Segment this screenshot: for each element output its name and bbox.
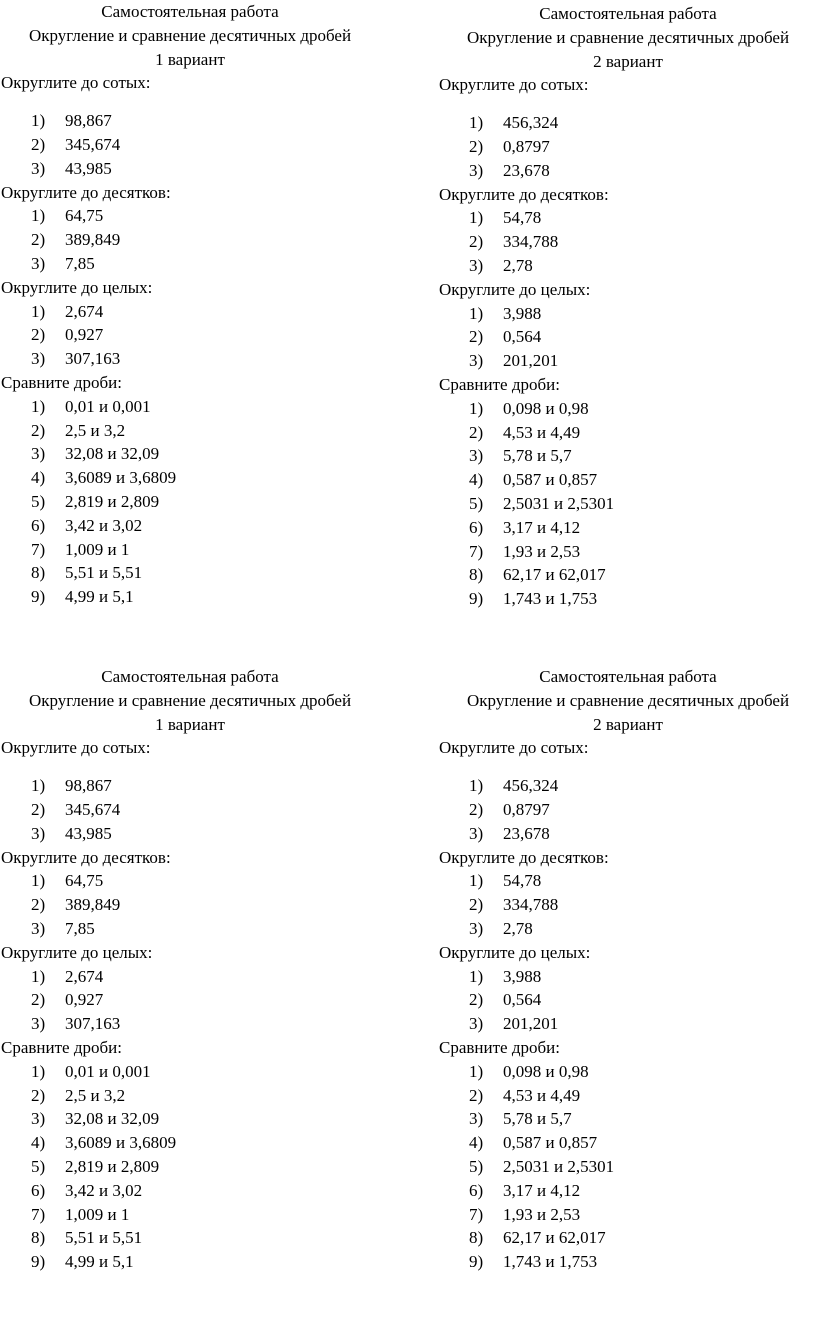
task-value: 2,674 bbox=[65, 301, 104, 321]
task-item bbox=[1, 228, 379, 252]
task-number: 9) bbox=[31, 1252, 46, 1272]
task-item bbox=[439, 587, 816, 611]
task-item bbox=[439, 774, 816, 798]
task-number: 2) bbox=[469, 422, 484, 442]
section-title: Округлите до целых: bbox=[439, 279, 591, 299]
task-number: 1) bbox=[469, 398, 484, 418]
task-value: 0,564 bbox=[503, 327, 542, 347]
task-item bbox=[1, 1155, 379, 1179]
section-title: Округлите до десятков: bbox=[439, 184, 609, 204]
task-number: 1) bbox=[469, 208, 484, 228]
task-number: 1) bbox=[469, 966, 484, 986]
task-item bbox=[439, 421, 816, 445]
task-value: 2,78 bbox=[503, 255, 533, 275]
task-item bbox=[1, 1012, 379, 1036]
task-number: 1) bbox=[31, 776, 46, 796]
task-number: 1) bbox=[31, 396, 46, 416]
task-value: 0,564 bbox=[503, 990, 542, 1010]
task-item bbox=[1, 1084, 379, 1108]
task-value: 7,85 bbox=[65, 918, 95, 938]
task-number: 3) bbox=[469, 1109, 484, 1129]
variant-label: 2 вариант bbox=[593, 714, 663, 734]
task-value: 62,17 и 62,017 bbox=[503, 1228, 606, 1248]
task-item bbox=[439, 230, 816, 254]
task-item bbox=[1, 323, 379, 347]
task-value: 3,42 и 3,02 bbox=[65, 1180, 143, 1200]
task-number: 4) bbox=[31, 1133, 46, 1153]
task-number: 1) bbox=[469, 1061, 484, 1081]
worksheet-title: Самостоятельная работа bbox=[539, 4, 717, 23]
worksheet-subtitle: Округление и сравнение десятичных дробей bbox=[466, 690, 790, 710]
task-value: 3,6089 и 3,6809 bbox=[65, 1133, 177, 1153]
task-item bbox=[439, 468, 816, 492]
task-item bbox=[1, 917, 379, 941]
task-item bbox=[1, 300, 379, 324]
task-number: 1) bbox=[469, 303, 484, 323]
task-number: 6) bbox=[31, 1180, 46, 1200]
task-value: 2,5 и 3,2 bbox=[65, 420, 126, 440]
task-value: 0,587 и 0,857 bbox=[503, 470, 598, 490]
section-spacer bbox=[439, 97, 816, 111]
task-item bbox=[439, 1250, 816, 1274]
task-value: 345,674 bbox=[65, 134, 121, 154]
task-number: 2) bbox=[469, 232, 484, 252]
task-item bbox=[439, 159, 816, 183]
task-number: 9) bbox=[469, 589, 484, 609]
task-value: 3,42 и 3,02 bbox=[65, 515, 143, 535]
task-item bbox=[439, 1131, 816, 1155]
task-item bbox=[439, 325, 816, 349]
task-value: 307,163 bbox=[65, 349, 121, 369]
task-item bbox=[1, 490, 379, 514]
task-number: 2) bbox=[31, 230, 46, 250]
task-item bbox=[1, 395, 379, 419]
task-number: 3) bbox=[31, 1109, 46, 1129]
task-item bbox=[1, 798, 379, 822]
task-number: 2) bbox=[469, 136, 484, 156]
task-value: 2,5031 и 2,5301 bbox=[503, 1156, 615, 1176]
task-number: 3) bbox=[469, 823, 484, 843]
task-item bbox=[1, 585, 379, 609]
task-value: 0,01 и 0,001 bbox=[65, 1061, 151, 1081]
task-number: 3) bbox=[469, 255, 484, 275]
task-item bbox=[439, 254, 816, 278]
task-value: 1,93 и 2,53 bbox=[503, 1204, 581, 1224]
task-value: 0,587 и 0,857 bbox=[503, 1133, 598, 1153]
task-value: 3,17 и 4,12 bbox=[503, 517, 581, 537]
task-value: 2,674 bbox=[65, 966, 104, 986]
task-value: 334,788 bbox=[503, 895, 559, 915]
section-title: Округлите до сотых: bbox=[439, 75, 589, 95]
task-value: 2,5 и 3,2 bbox=[65, 1085, 126, 1105]
task-item bbox=[1, 1107, 379, 1131]
section-title: Округлите до десятков: bbox=[1, 182, 171, 202]
task-number: 2) bbox=[31, 990, 46, 1010]
task-number: 3) bbox=[31, 444, 46, 464]
worksheet-title: Самостоятельная работа bbox=[539, 667, 717, 686]
task-value: 3,988 bbox=[503, 303, 542, 323]
task-item bbox=[439, 135, 816, 159]
task-value: 5,51 и 5,51 bbox=[65, 1228, 143, 1248]
task-item bbox=[1, 347, 379, 371]
task-value: 54,78 bbox=[503, 208, 542, 228]
task-value: 64,75 bbox=[65, 206, 104, 226]
task-value: 3,988 bbox=[503, 966, 542, 986]
task-number: 2) bbox=[31, 420, 46, 440]
task-number: 1) bbox=[31, 871, 46, 891]
task-item bbox=[1, 466, 379, 490]
section-spacer bbox=[1, 760, 379, 774]
task-item bbox=[439, 1226, 816, 1250]
task-item bbox=[1, 561, 379, 585]
task-number: 3) bbox=[469, 351, 484, 371]
task-item bbox=[1, 869, 379, 893]
task-item bbox=[439, 563, 816, 587]
task-value: 3,6089 и 3,6809 bbox=[65, 468, 177, 488]
worksheet-card bbox=[439, 665, 816, 1274]
task-value: 4,99 и 5,1 bbox=[65, 1252, 134, 1272]
task-number: 6) bbox=[469, 517, 484, 537]
task-item bbox=[1, 988, 379, 1012]
section-title: Сравните дроби: bbox=[439, 374, 560, 394]
task-item bbox=[439, 1155, 816, 1179]
section-title: Округлите до сотых: bbox=[1, 738, 151, 758]
section-spacer bbox=[1, 95, 379, 109]
task-value: 1,009 и 1 bbox=[65, 539, 130, 559]
task-number: 2) bbox=[31, 799, 46, 819]
task-number: 1) bbox=[469, 776, 484, 796]
task-value: 0,8797 bbox=[503, 136, 550, 156]
worksheet-subtitle: Округление и сравнение десятичных дробей bbox=[28, 690, 352, 710]
task-item bbox=[439, 540, 816, 564]
task-item bbox=[439, 1060, 816, 1084]
task-number: 3) bbox=[31, 158, 46, 178]
task-value: 456,324 bbox=[503, 776, 559, 796]
task-number: 3) bbox=[31, 349, 46, 369]
task-value: 3,17 и 4,12 bbox=[503, 1180, 581, 1200]
task-number: 1) bbox=[469, 871, 484, 891]
task-item bbox=[439, 111, 816, 135]
task-number: 8) bbox=[31, 563, 46, 583]
task-value: 54,78 bbox=[503, 871, 542, 891]
task-item bbox=[439, 349, 816, 373]
task-value: 62,17 и 62,017 bbox=[503, 565, 606, 585]
section-title: Округлите до целых: bbox=[439, 942, 591, 962]
task-item bbox=[1, 204, 379, 228]
task-value: 0,01 и 0,001 bbox=[65, 396, 151, 416]
task-item bbox=[1, 157, 379, 181]
task-number: 2) bbox=[469, 990, 484, 1010]
task-item bbox=[1, 1131, 379, 1155]
section-title: Округлите до сотых: bbox=[1, 73, 151, 93]
task-item bbox=[439, 397, 816, 421]
task-value: 307,163 bbox=[65, 1014, 121, 1034]
task-item bbox=[439, 893, 816, 917]
task-number: 1) bbox=[31, 1061, 46, 1081]
task-item bbox=[439, 1179, 816, 1203]
task-number: 1) bbox=[31, 966, 46, 986]
task-item bbox=[1, 893, 379, 917]
task-value: 0,098 и 0,98 bbox=[503, 1061, 589, 1081]
task-number: 1) bbox=[31, 111, 46, 131]
task-item bbox=[439, 444, 816, 468]
task-number: 6) bbox=[31, 515, 46, 535]
task-value: 7,85 bbox=[65, 253, 95, 273]
variant-label: 1 вариант bbox=[155, 49, 225, 69]
task-item bbox=[439, 516, 816, 540]
task-number: 1) bbox=[31, 301, 46, 321]
task-number: 2) bbox=[469, 799, 484, 819]
task-value: 5,51 и 5,51 bbox=[65, 563, 143, 583]
task-value: 1,743 и 1,753 bbox=[503, 1252, 598, 1272]
task-value: 2,5031 и 2,5301 bbox=[503, 493, 615, 513]
task-value: 334,788 bbox=[503, 232, 559, 252]
section-title: Сравните дроби: bbox=[1, 1037, 122, 1057]
task-item bbox=[439, 869, 816, 893]
task-item bbox=[1, 1179, 379, 1203]
task-number: 7) bbox=[469, 541, 484, 561]
task-value: 345,674 bbox=[65, 799, 121, 819]
section-spacer bbox=[439, 760, 816, 774]
task-number: 8) bbox=[469, 1228, 484, 1248]
task-item bbox=[1, 965, 379, 989]
task-number: 6) bbox=[469, 1180, 484, 1200]
task-item bbox=[1, 822, 379, 846]
task-number: 2) bbox=[31, 895, 46, 915]
task-number: 7) bbox=[31, 1204, 46, 1224]
task-number: 3) bbox=[469, 1014, 484, 1034]
task-value: 1,009 и 1 bbox=[65, 1204, 130, 1224]
task-number: 9) bbox=[469, 1252, 484, 1272]
task-value: 4,53 и 4,49 bbox=[503, 422, 581, 442]
section-title: Округлите до сотых: bbox=[439, 738, 589, 758]
task-number: 3) bbox=[31, 823, 46, 843]
task-value: 32,08 и 32,09 bbox=[65, 1109, 160, 1129]
task-value: 32,08 и 32,09 bbox=[65, 444, 160, 464]
section-title: Округлите до целых: bbox=[1, 277, 153, 297]
task-number: 5) bbox=[31, 491, 46, 511]
task-value: 201,201 bbox=[503, 1014, 559, 1034]
task-value: 2,819 и 2,809 bbox=[65, 491, 160, 511]
task-item bbox=[439, 917, 816, 941]
task-item bbox=[1, 514, 379, 538]
task-number: 1) bbox=[31, 206, 46, 226]
task-number: 3) bbox=[31, 253, 46, 273]
variant-label: 2 вариант bbox=[593, 51, 663, 71]
task-value: 23,678 bbox=[503, 160, 550, 180]
task-number: 9) bbox=[31, 587, 46, 607]
task-item bbox=[439, 798, 816, 822]
task-item bbox=[439, 1203, 816, 1227]
task-item bbox=[439, 206, 816, 230]
task-value: 456,324 bbox=[503, 113, 559, 133]
task-value: 0,8797 bbox=[503, 799, 550, 819]
section-title: Округлите до десятков: bbox=[1, 847, 171, 867]
task-item bbox=[1, 109, 379, 133]
task-item bbox=[439, 492, 816, 516]
task-value: 64,75 bbox=[65, 871, 104, 891]
task-item bbox=[439, 965, 816, 989]
task-item bbox=[439, 822, 816, 846]
task-item bbox=[439, 988, 816, 1012]
task-value: 201,201 bbox=[503, 351, 559, 371]
task-number: 5) bbox=[31, 1156, 46, 1176]
section-title: Округлите до целых: bbox=[1, 942, 153, 962]
worksheet-subtitle: Округление и сравнение десятичных дробей bbox=[466, 27, 790, 47]
section-title: Сравните дроби: bbox=[1, 372, 122, 392]
task-value: 0,927 bbox=[65, 990, 104, 1010]
task-item bbox=[439, 1084, 816, 1108]
task-number: 2) bbox=[31, 1085, 46, 1105]
task-number: 4) bbox=[469, 1133, 484, 1153]
worksheet-subtitle: Округление и сравнение десятичных дробей bbox=[28, 25, 352, 45]
task-number: 7) bbox=[469, 1204, 484, 1224]
task-item bbox=[439, 1107, 816, 1131]
task-number: 7) bbox=[31, 539, 46, 559]
task-item bbox=[1, 442, 379, 466]
task-value: 43,985 bbox=[65, 823, 112, 843]
task-value: 0,098 и 0,98 bbox=[503, 398, 589, 418]
task-number: 2) bbox=[31, 134, 46, 154]
task-value: 4,99 и 5,1 bbox=[65, 587, 134, 607]
task-number: 8) bbox=[31, 1228, 46, 1248]
task-item bbox=[439, 302, 816, 326]
worksheet-card bbox=[439, 2, 816, 611]
task-value: 389,849 bbox=[65, 895, 121, 915]
task-item bbox=[1, 538, 379, 562]
task-item bbox=[439, 1012, 816, 1036]
task-number: 1) bbox=[469, 113, 484, 133]
task-value: 1,93 и 2,53 bbox=[503, 541, 581, 561]
task-item bbox=[1, 1060, 379, 1084]
task-value: 389,849 bbox=[65, 230, 121, 250]
task-value: 1,743 и 1,753 bbox=[503, 589, 598, 609]
task-value: 43,985 bbox=[65, 158, 112, 178]
task-number: 2) bbox=[31, 325, 46, 345]
task-value: 0,927 bbox=[65, 325, 104, 345]
task-number: 2) bbox=[469, 327, 484, 347]
task-item bbox=[1, 419, 379, 443]
task-number: 5) bbox=[469, 1156, 484, 1176]
task-number: 2) bbox=[469, 895, 484, 915]
task-number: 3) bbox=[31, 1014, 46, 1034]
task-number: 4) bbox=[469, 470, 484, 490]
task-item bbox=[1, 1250, 379, 1274]
section-title: Сравните дроби: bbox=[439, 1037, 560, 1057]
worksheet-card bbox=[1, 665, 379, 1274]
worksheet-card bbox=[1, 0, 379, 609]
worksheet-title: Самостоятельная работа bbox=[101, 2, 279, 21]
task-number: 8) bbox=[469, 565, 484, 585]
task-number: 3) bbox=[469, 446, 484, 466]
task-value: 23,678 bbox=[503, 823, 550, 843]
task-item bbox=[1, 1203, 379, 1227]
task-value: 4,53 и 4,49 bbox=[503, 1085, 581, 1105]
task-item bbox=[1, 133, 379, 157]
task-value: 98,867 bbox=[65, 111, 112, 131]
task-number: 3) bbox=[469, 918, 484, 938]
task-value: 5,78 и 5,7 bbox=[503, 446, 572, 466]
task-number: 4) bbox=[31, 468, 46, 488]
task-number: 3) bbox=[31, 918, 46, 938]
section-title: Округлите до десятков: bbox=[439, 847, 609, 867]
task-value: 2,78 bbox=[503, 918, 533, 938]
task-item bbox=[1, 1226, 379, 1250]
variant-label: 1 вариант bbox=[155, 714, 225, 734]
task-value: 5,78 и 5,7 bbox=[503, 1109, 572, 1129]
task-number: 5) bbox=[469, 493, 484, 513]
task-item bbox=[1, 252, 379, 276]
worksheet-title: Самостоятельная работа bbox=[101, 667, 279, 686]
task-item bbox=[1, 774, 379, 798]
task-number: 2) bbox=[469, 1085, 484, 1105]
task-value: 98,867 bbox=[65, 776, 112, 796]
task-number: 3) bbox=[469, 160, 484, 180]
task-value: 2,819 и 2,809 bbox=[65, 1156, 160, 1176]
